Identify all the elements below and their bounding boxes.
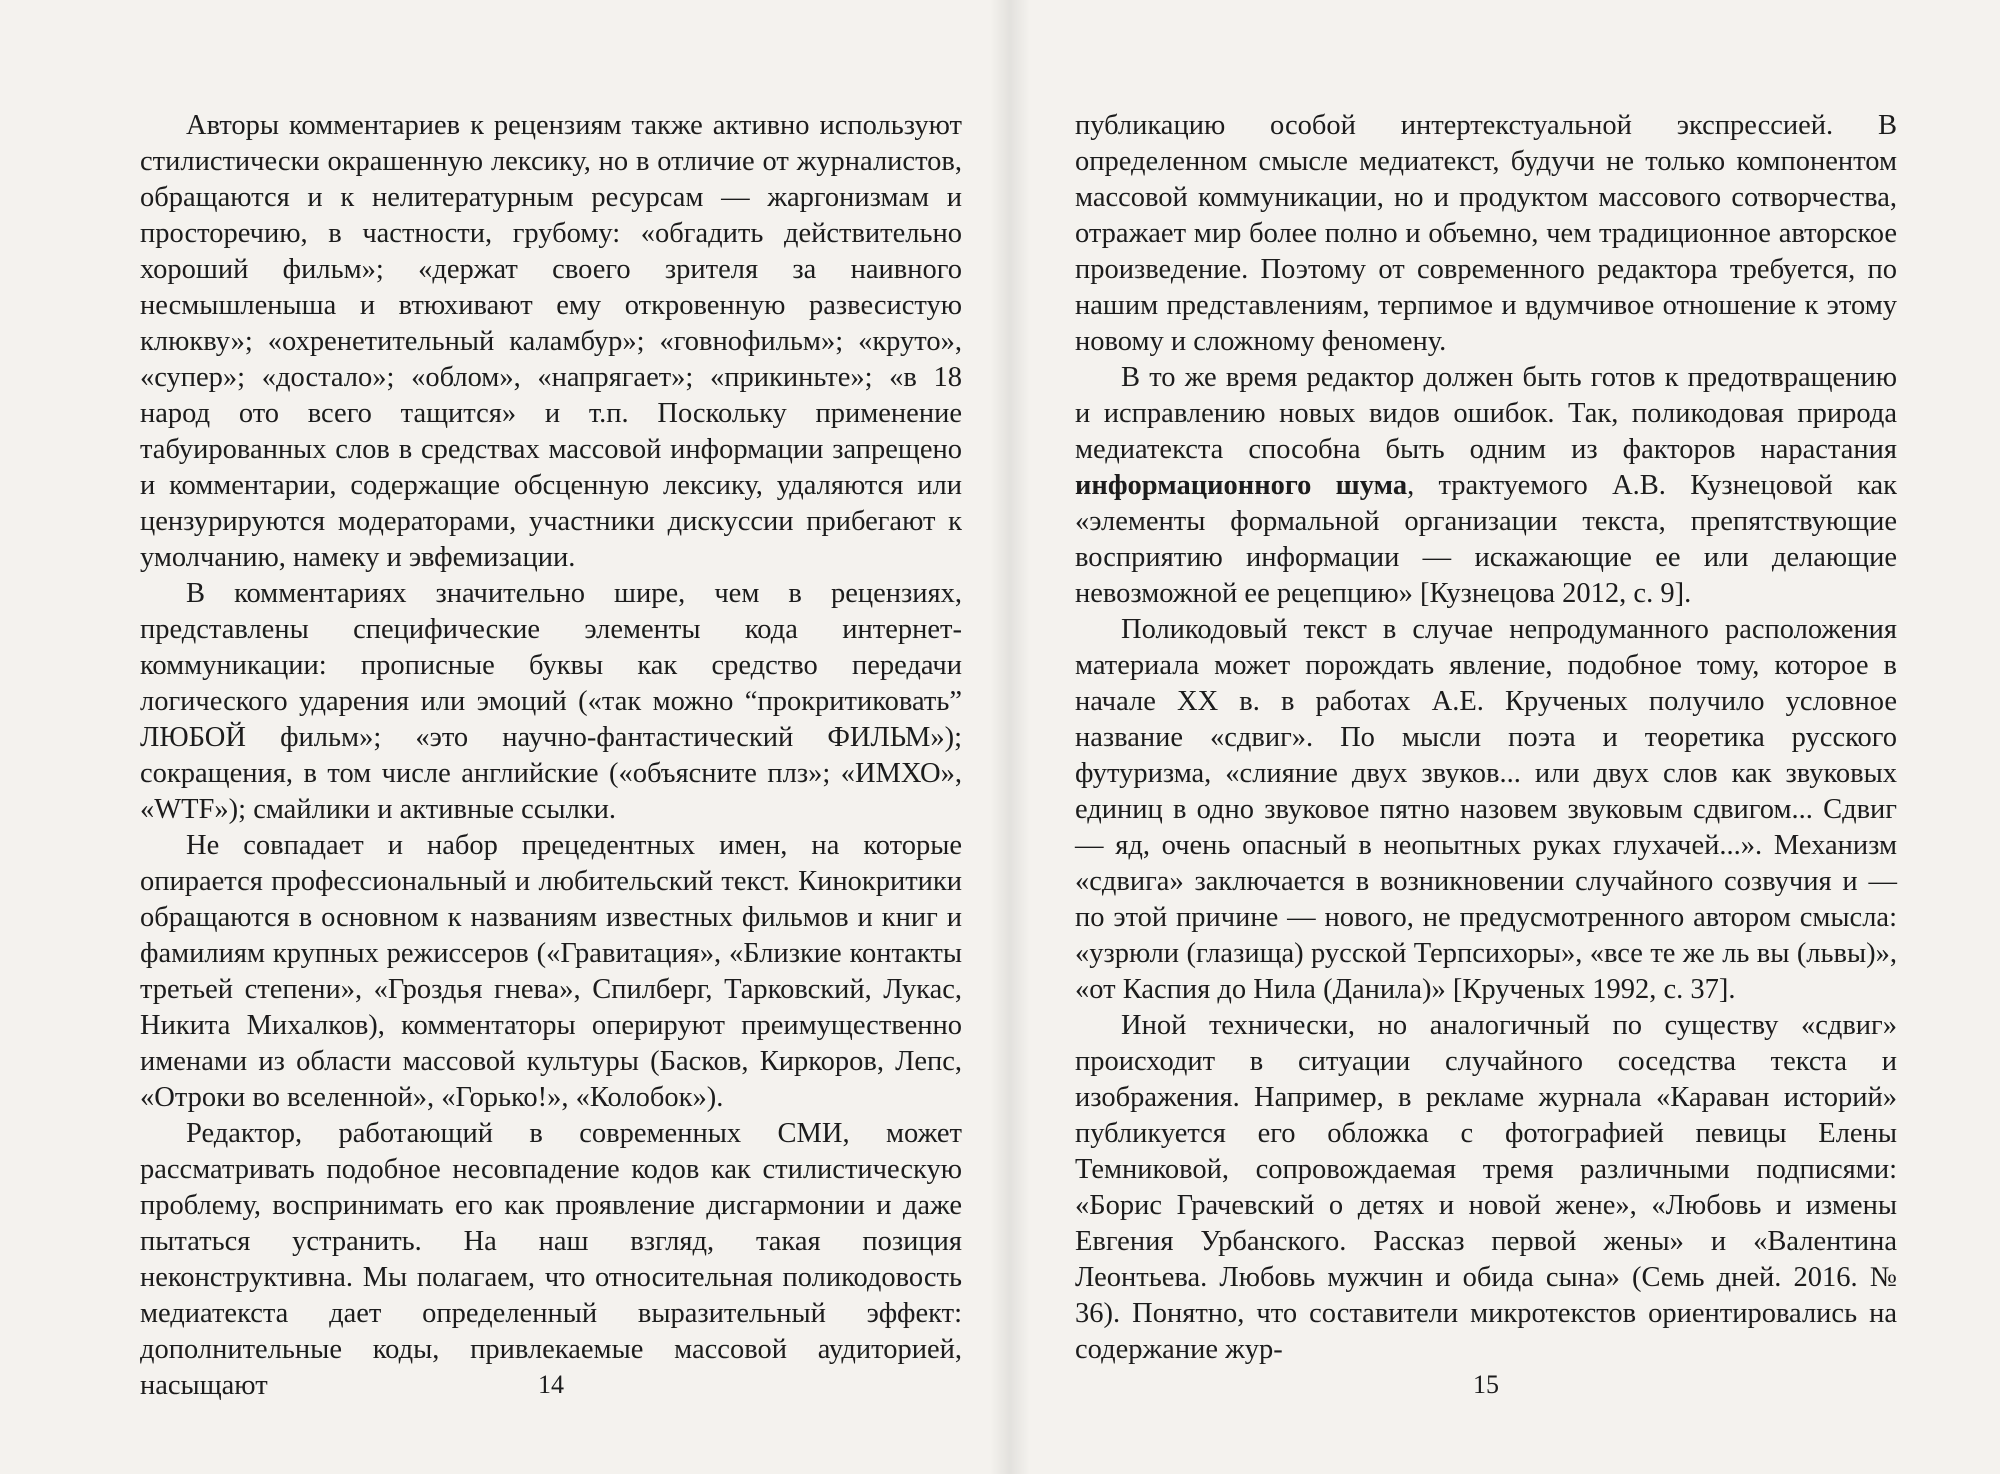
right-paragraph-2-start: В то же время редактор должен быть готов к предотвращению и исправлению новых видов ошибок. Так, поликодовая природа медиатекста способна быть одним из факторов нарастания: [1075, 362, 1897, 465]
right-paragraph-2: [1075, 360, 1897, 612]
bold-term-information-noise: информационного шума: [1075, 470, 1408, 501]
right-page: [1075, 108, 1897, 1368]
right-paragraph-2-end: , трактуемого А.В. Кузнецовой как «элементы формальной организации текста, препятствующие восприятию информации — искажающие ее или делающие невозможной ее рецепцию» [Кузнецова 2012, с. 9].: [1075, 470, 1897, 609]
left-page: [140, 108, 962, 1404]
book-gutter: [990, 0, 1030, 1474]
left-page-number: 14: [538, 1370, 564, 1399]
right-paragraph-4: Иной технически, но аналогичный по существу «сдвиг» происходит в ситуации случайного соседства текста и изображения. Например, в рекламе журнала «Караван историй» публикуется его обложка с фотографией певицы Елены Темниковой, сопровождаемая тремя различными подписями: «Борис Грачевский о детях и новой жене», «Любовь и измены Евгения Урбанского. Рассказ первой жены» и «Валентина Леонтьева. Любовь мужчин и обида сына» (Семь дней. 2016. № 36). Понятно, что составители микротекстов ориентировались на содержание жур-: [1075, 1010, 1897, 1365]
left-paragraph-1: Авторы комментариев к рецензиям также активно используют стилистически окрашенную лексику, но в отличие от журналистов, обращаются и к нелитературным ресурсам — жаргонизмам и просторечию, в частности, грубому: «обгадить действительно хороший фильм»; «держат своего зрителя за наивного несмышленыша и втюхивают ему откровенную развесистую клюкву»; «охренетительный каламбур»; «говнофильм»; «круто», «супер»; «достало»; «облом», «напрягает»; «прикиньте»; «в 18 народ ото всего тащится» и т.п. Поскольку применение табуированных слов в средствах массовой информации запрещено и комментарии, содержащие обсценную лексику, удаляются или цензурируются модераторами, участники дискуссии прибегают к умолчанию, намеку и эвфемизации.: [140, 110, 962, 573]
left-paragraph-4: Редактор, работающий в современных СМИ, может рассматривать подобное несовпадение кодов как стилистическую проблему, воспринимать его как проявление дисгармонии и даже пытаться устранить. На наш взгляд, такая позиция неконструктивна. Мы полагаем, что относительная поликодовость медиатекста дает определенный выразительный эффект: дополнительные коды, привлекаемые массовой аудиторией, насыщают: [140, 1118, 962, 1401]
right-paragraph-3: Поликодовый текст в случае непродуманного расположения материала может порождать явление, подобное тому, которое в начале XX в. в работах А.Е. Крученых получило условное название «сдвиг». По мысли поэта и теоретика русского футуризма, «слияние двух звуков... или двух слов как звуковых единиц в одно звуковое пятно назовем звуковым сдвигом... Сдвиг — яд, очень опасный в неопытных руках глухачей...». Механизм «сдвига» заключается в возникновении случайного созвучия и — по этой причине — нового, не предусмотренного автором смысла: «узрюли (глазища) русской Терпсихоры», «все те же ль вы (львы)», «от Каспия до Нила (Данила)» [Крученых 1992, с. 37].: [1075, 614, 1897, 1005]
left-paragraph-2: В комментариях значительно шире, чем в рецензиях, представлены специфические элементы кода интернет-коммуникации: прописные буквы как средство передачи логического ударения или эмоций («так можно “прокритиковать” ЛЮБОЙ фильм»; «это научно-фантастический ФИЛЬМ»); сокращения, в том числе английские («объясните плз»; «ИМХО», «WTF»); смайлики и активные ссылки.: [140, 578, 962, 825]
right-paragraph-1: публикацию особой интертекстуальной экспрессией. В определенном смысле медиатекст, будучи не только компонентом массовой коммуникации, но и продуктом массового сотворчества, отражает мир более полно и объемно, чем традиционное авторское произведение. Поэтому от современного редактора требуется, по нашим представлениям, терпимое и вдумчивое отношение к этому новому и сложному феномену.: [1075, 110, 1897, 357]
left-paragraph-3: Не совпадает и набор прецедентных имен, на которые опирается профессиональный и любительский текст. Кинокритики обращаются в основном к названиям известных фильмов и книг и фамилиям крупных режиссеров («Гравитация», «Близкие контакты третьей степени», «Гроздья гнева», Спилберг, Тарковский, Лукас, Никита Михалков), комментаторы оперируют преимущественно именами из области массовой культуры (Басков, Киркоров, Лепс, «Отроки во вселенной», «Горько!», «Колобок»).: [140, 830, 962, 1113]
right-page-number: 15: [1473, 1370, 1499, 1399]
